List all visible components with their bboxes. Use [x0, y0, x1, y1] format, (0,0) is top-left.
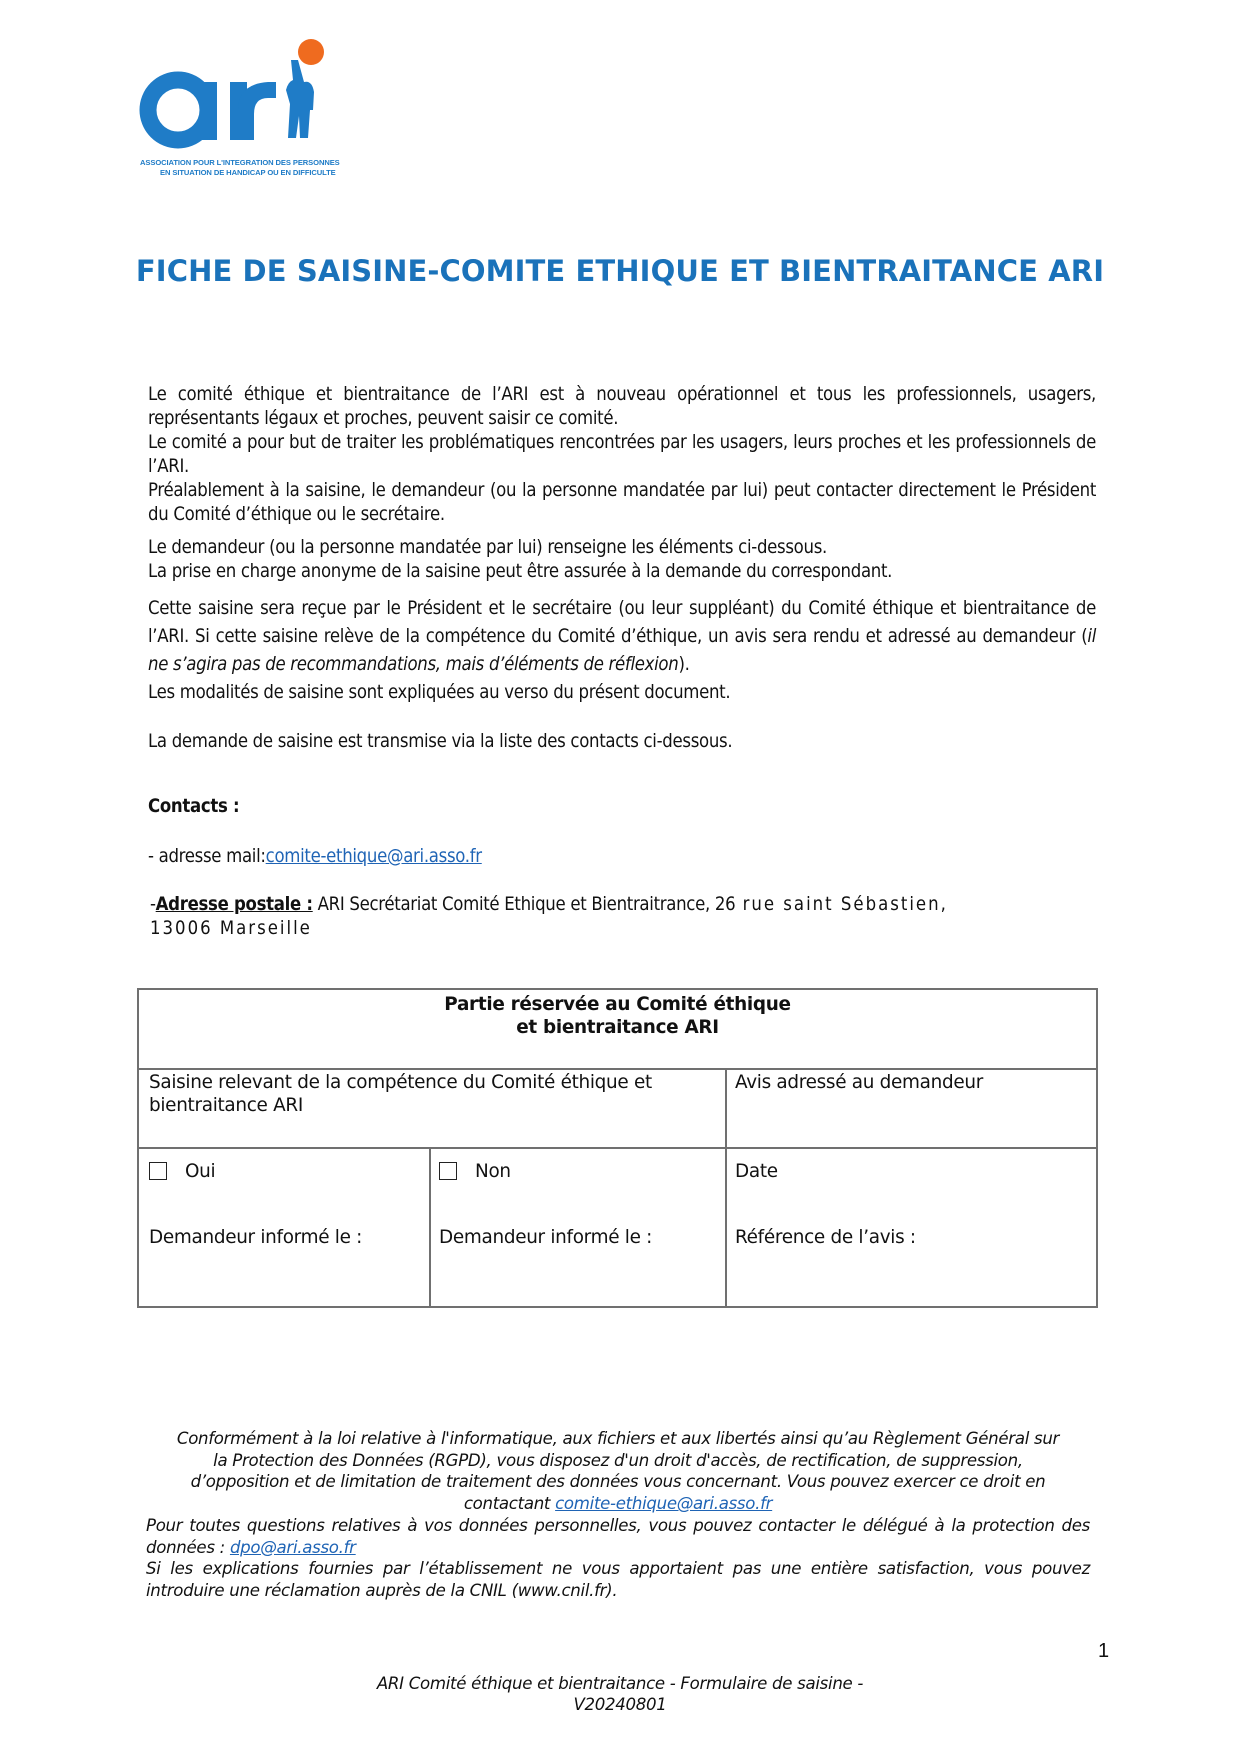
reserved-committee-table [137, 988, 1098, 1308]
intro-p6-text: Cette saisine sera reçue par le Président et le secrétaire (ou leur suppléant) du Comité éthique et bientraitance de l’ARI. Si cette saisine relève de la compétence du Comité d’éthique, un avis sera rendu et adressé au demandeur ( [148, 598, 1096, 647]
rgpd-email-link[interactable]: comite-ethique@ari.asso.fr [555, 1494, 773, 1514]
intro-p6-italic: il ne s’agira pas de recommandations, mais d’éléments de réflexion [148, 626, 1096, 675]
table-header-line2: et bientraitance ARI [516, 1017, 719, 1038]
intro-block-2 [148, 536, 1096, 584]
page-footer [300, 1673, 940, 1715]
intro-p8: La demande de saisine est transmise via la liste des contacts ci-dessous. [148, 731, 733, 752]
oui-checkbox[interactable] [149, 1162, 167, 1180]
rgpd-line2: la Protection des Données (RGPD), vous disposez d'un droit d'accès, de rectification, de suppression, [213, 1450, 1023, 1470]
logo-subtitle-line2: EN SITUATION DE HANDICAP OU EN DIFFICULTE [160, 168, 336, 177]
logo-subtitle-line1: ASSOCIATION POUR L'INTEGRATION DES PERSONNES [140, 158, 340, 167]
date-label: Date [735, 1161, 778, 1182]
avis-reference: Référence de l’avis : [735, 1227, 916, 1248]
competence-title: Saisine relevant de la compétence du Comité éthique et bientraitance ARI [149, 1072, 652, 1116]
logo-subtitle [140, 158, 340, 178]
intro-block-1 [148, 383, 1096, 527]
table-divider [139, 1147, 1096, 1149]
contact-email-link[interactable]: comite-ethique@ari.asso.fr [265, 846, 482, 867]
page-title: FICHE DE SAISINE-COMITE ETHIQUE ET BIENTRAITANCE ARI [135, 254, 1105, 288]
footer-version: V20240801 [573, 1695, 667, 1714]
intro-p1: Le comité éthique et bientraitance de l’ARI est à nouveau opérationnel et tous les professionnels, usagers, représentants légaux et proches, peuvent saisir ce comité. [148, 384, 1096, 429]
ari-logo-mark-icon [138, 38, 338, 156]
rgpd-contact-prefix: contactant [463, 1494, 556, 1514]
table-divider [139, 1068, 1096, 1070]
dpo-email-link[interactable]: dpo@ari.asso.fr [229, 1537, 356, 1557]
intro-p3: Préalablement à la saisine, le demandeur (ou la personne mandatée par lui) peut contacter directement le Président du Comité d’éthique ou le secrétaire. [148, 480, 1096, 525]
ari-logo [138, 38, 338, 188]
postal-text-street: rue saint Sébastien, [735, 894, 948, 915]
intro-p6 [148, 595, 1096, 679]
cnil-notice: Si les explications fournies par l’établissement ne vous apportaient pas une entière satisfaction, vous pouvez introduire une réclamation auprès de la CNIL (www.cnil.fr). [146, 1559, 1090, 1600]
postal-text: ARI Secrétariat Comité Ethique et Bientraitrance, 26 [312, 894, 736, 915]
intro-p5: La prise en charge anonyme de la saisine peut être assurée à la demande du correspondant. [148, 561, 893, 582]
oui-option[interactable] [149, 1160, 215, 1183]
table-header-line1: Partie réservée au Comité éthique [444, 994, 791, 1015]
non-checkbox[interactable] [439, 1162, 457, 1180]
non-option[interactable] [439, 1160, 511, 1183]
intro-p4: Le demandeur (ou la personne mandatée par lui) renseigne les éléments ci-dessous. [148, 537, 827, 558]
informed-date-non: Demandeur informé le : [439, 1227, 653, 1248]
rgpd-notice [146, 1428, 1090, 1602]
intro-block-3 [148, 595, 1096, 707]
rgpd-line1: Conformément à la loi relative à l'informatique, aux fichiers et aux libertés ainsi qu’au Règlement Général sur [176, 1429, 1060, 1448]
rgpd-line3: d’opposition et de limitation de traitement des données vous concernant. Vous pouvez exercer ce droit en [190, 1472, 1046, 1492]
postal-city: 13006 Marseille [150, 918, 312, 939]
contact-email-line [148, 845, 1096, 869]
oui-label: Oui [185, 1161, 216, 1182]
avis-title: Avis adressé au demandeur [735, 1072, 983, 1093]
dpo-notice [146, 1515, 1090, 1558]
table-divider [725, 1068, 727, 1306]
postal-dash: - [150, 894, 156, 915]
dpo-text: Pour toutes questions relatives à vos données personnelles, vous pouvez contacter le délégué à la protection des données : [146, 1515, 1090, 1557]
non-label: Non [475, 1161, 511, 1182]
contacts-heading: Contacts : [148, 796, 240, 817]
contact-email-label: - adresse mail: [148, 846, 266, 867]
informed-date-oui: Demandeur informé le : [149, 1227, 363, 1248]
rgpd-line4 [146, 1493, 1090, 1515]
table-header [139, 993, 1096, 1039]
postal-label: Adresse postale : [155, 894, 313, 915]
intro-p7: Les modalités de saisine sont expliquées au verso du présent document. [148, 682, 731, 703]
intro-p6-end: ). [678, 654, 690, 675]
intro-p2: Le comité a pour but de traiter les problématiques rencontrées par les usagers, leurs proches et les professionnels de l’ARI. [148, 432, 1096, 477]
footer-line1: ARI Comité éthique et bientraitance - Formulaire de saisine - [376, 1674, 864, 1693]
page-number: 1 [1098, 1640, 1110, 1662]
table-divider [429, 1147, 431, 1306]
contact-postal [150, 893, 1098, 941]
